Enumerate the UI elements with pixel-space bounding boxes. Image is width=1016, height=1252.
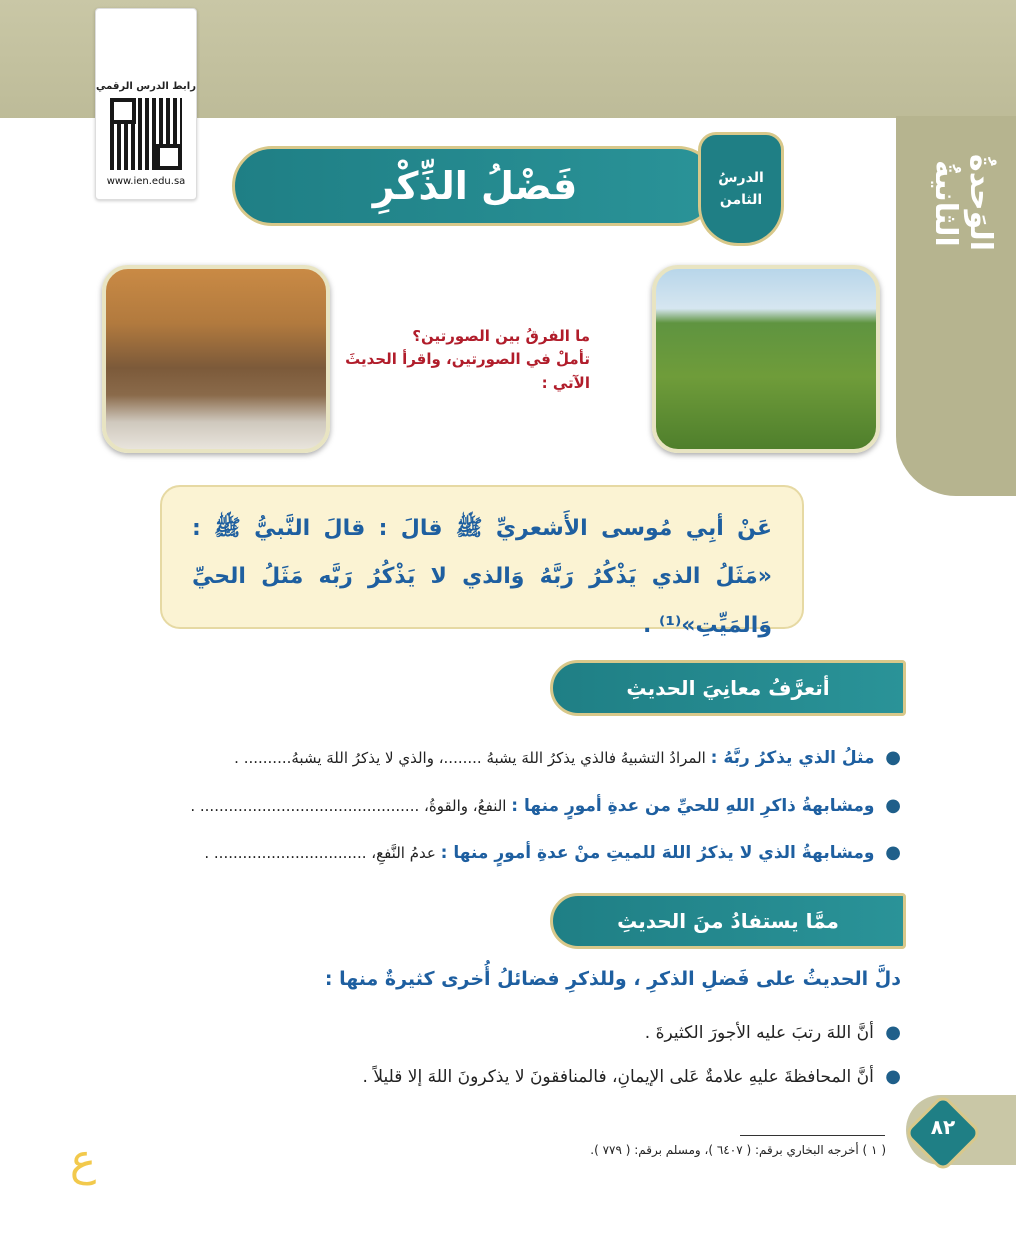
section-header-benefits [550, 893, 906, 949]
bullet-dot-icon: ● [885, 795, 901, 816]
bullet-dot-icon: ● [885, 1066, 901, 1087]
lesson-badge [698, 132, 784, 246]
unit-label: الوَحدةُ الثانيةُ [928, 154, 998, 252]
footnote-divider [740, 1135, 885, 1136]
intro-instruction: تأملْ في الصورتين، واقرأ الحديثَ الآتي : [345, 350, 590, 392]
benefits-lead: دلَّ الحديثُ على فَضلِ الذكرِ ، وللذكرِ فضائلُ أُخرى كثيرةٌ منها : [324, 968, 901, 990]
lesson-title: فَضْلُ الذِّكْرِ [372, 164, 578, 208]
meaning-item-1 [100, 745, 901, 771]
qr-title: رابط الدرس الرقمي [96, 81, 196, 92]
section-title-meanings: أتعرَّفُ معانِيَ الحديثِ [626, 676, 830, 700]
meaning-rest-3: عدمُ النَّفعِ، ................................ . [204, 844, 436, 862]
meaning-item-2 [100, 793, 901, 819]
hadith-box [160, 485, 804, 638]
section-header-meanings [550, 660, 906, 716]
publisher-logo-icon: ع [69, 1135, 97, 1186]
qr-card[interactable] [95, 8, 197, 200]
page-number: ٨٢ [930, 1115, 956, 1139]
green-field-photo [652, 265, 880, 453]
meaning-rest-2: النفعُ، والقوةُ، .............................................. . [190, 797, 507, 815]
bullet-dot-icon: ● [885, 842, 901, 863]
lesson-badge-line2: الثامن [719, 192, 763, 208]
benefit-text-2: أنَّ المحافظةَ عليهِ علامةٌ عَلى الإيمانِ، فالمنافقونَ لا يذكرونَ اللهَ إلا قليلاً . [362, 1067, 874, 1087]
intro-question: ما الفرقُ بين الصورتين؟ [412, 327, 590, 345]
qr-code-icon[interactable] [110, 98, 182, 170]
footnote: ( ١ ) أخرجه البخاري برقم: ( ٦٤٠٧ )، ومسلم برقم: ( ٧٧٩ ). [590, 1143, 886, 1157]
benefit-item-2 [100, 1064, 901, 1090]
hadith-text: عَنْ أبِي مُوسى الأَشعريِّ ﷺ قالَ : قالَ النَّبيُّ ﷺ : «مَثَلُ الذي يَذْكُرُ رَبَّهُ وَالذي لا يَذْكُرُ رَبَّه مَثَلُ الحيِّ وَالمَيِّتِ»⁽¹⁾ . [192, 516, 772, 638]
meaning-item-3 [100, 840, 901, 866]
qr-url[interactable]: www.ien.edu.sa [106, 176, 186, 187]
meaning-lead-3: ومشابهةُ الذي لا يذكرُ اللهَ للميتِ منْ عدةِ أمورٍ منها : [440, 843, 875, 863]
meaning-lead-1: مثلُ الذي يذكرُ ربَّهُ : [710, 748, 875, 768]
bullet-dot-icon: ● [885, 1022, 901, 1043]
intro-question-block [340, 325, 590, 395]
benefit-text-1: أنَّ اللهَ رتبَ عليه الأجورَ الكثيرةَ . [644, 1023, 874, 1043]
section-title-benefits: ممَّا يستفادُ منَ الحديثِ [617, 909, 839, 933]
bullet-dot-icon: ● [885, 747, 901, 768]
meaning-rest-1: المرادُ التشبيهُ فالذي يذكرُ اللهَ يشبهُ ........، والذي لا يذكرُ اللهَ يشبهُ.......... . [234, 749, 706, 767]
lesson-badge-line1: الدرسُ [718, 170, 764, 186]
benefit-item-1 [100, 1020, 901, 1046]
meaning-lead-2: ومشابهةُ ذاكرِ اللهِ للحيِّ من عدةِ أمورٍ منها : [511, 796, 875, 816]
lesson-title-banner [232, 146, 718, 226]
dry-tree-photo [102, 265, 330, 453]
